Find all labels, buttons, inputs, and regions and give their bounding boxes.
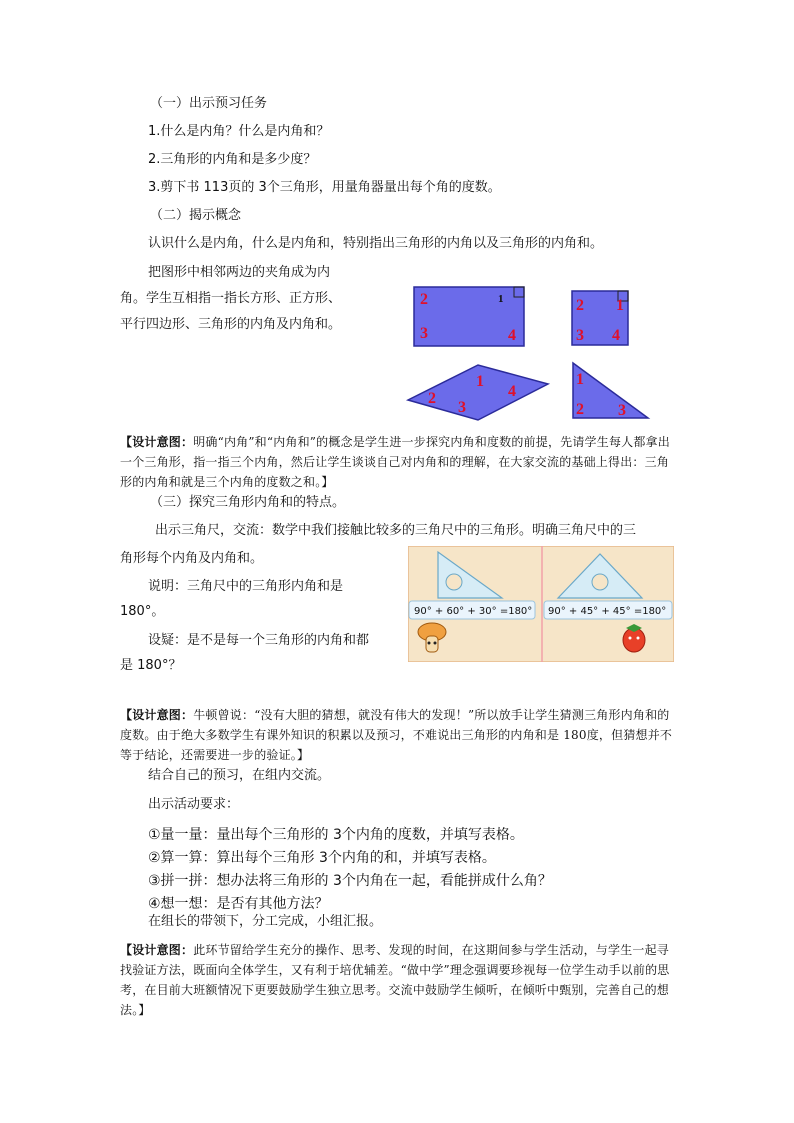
- rect-label-2: 2: [420, 291, 428, 308]
- angle-figure: [400, 280, 670, 430]
- triangle-label-3: 3: [618, 402, 626, 419]
- square-label-4: 4: [612, 327, 620, 344]
- rect-label-1: 1: [498, 293, 504, 305]
- section2-heading: （二）揭示概念: [150, 208, 242, 223]
- question-3: 3.剪下书 113页的 3个三角形，用量角器量出每个角的度数。: [148, 180, 501, 195]
- triangle-label-1: 1: [576, 371, 584, 388]
- design-intent-2-text: 牛顿曾说：“没有大胆的猜想，就没有伟大的发现！”所以放手让学生猜测三角形内角和的度数。由于绝大多数学生有课外知识的积累以及预习，不难说出三角形的内角和是 180度，但猜想并不等于结论，还需要进一步的验证。】: [120, 708, 673, 762]
- step-3: ③拼一拼：想办法将三角形的 3个内角在一起，看能拼成什么角？: [148, 873, 552, 889]
- rhombus-label-3: 3: [458, 399, 466, 416]
- design-intent-2-label: 【设计意图：: [120, 708, 194, 722]
- square-label-3: 3: [576, 327, 584, 344]
- section1-heading: （一）出示预习任务: [150, 96, 268, 111]
- step-2: ②算一算：算出每个三角形 3个内角的和，并填写表格。: [148, 850, 496, 866]
- question-line-1: 设疑：是不是每一个三角形的内角和都: [148, 633, 370, 648]
- question-2: 2.三角形的内角和是多少度？: [148, 152, 317, 167]
- question-line-2: 是 180°？: [120, 658, 182, 673]
- show-line-1: 出示三角尺，交流：数学中我们接触比较多的三角尺中的三角形。明确三角尺中的三: [155, 523, 637, 538]
- rect-label-3: 3: [420, 325, 428, 342]
- rhombus-label-1: 1: [476, 373, 484, 390]
- square-label-2: 2: [576, 297, 584, 314]
- activity-requirement: 出示活动要求：: [148, 797, 240, 812]
- ruler-equation-1: 90° + 60° + 30° =180°: [414, 606, 533, 617]
- step-1: ①量一量：量出每个三角形的 3个内角的度数，并填写表格。: [148, 827, 524, 843]
- explain-line-1: 说明：三角尺中的三角形内角和是: [148, 579, 344, 594]
- concept-intro: 认识什么是内角，什么是内角和，特别指出三角形的内角以及三角形的内角和。: [148, 236, 604, 251]
- section3-heading: （三）探究三角形内角和的特点。: [150, 495, 346, 510]
- show-line-2: 角形每个内角及内角和。: [120, 551, 264, 566]
- rhombus-label-2: 2: [428, 390, 436, 407]
- group-report: 在组长的带领下，分工完成，小组汇报。: [148, 914, 383, 929]
- triangle-shape: [573, 363, 648, 418]
- design-intent-2: [120, 705, 680, 765]
- design-intent-1-label: 【设计意图：: [120, 435, 194, 449]
- design-intent-1-text: 明确“内角”和“内角和”的概念是学生进一步探究内角和度数的前提，先请学生每人都拿出一个三角形，指一指三个内角，然后让学生谈谈自己对内角和的理解，在大家交流的基础上得出：三角形的内角和就是三个内角的度数之和。】: [120, 435, 670, 489]
- definition-line-1: 把图形中相邻两边的夹角成为内: [148, 265, 331, 280]
- definition-line-2: 角。学生互相指一指长方形、正方形、: [120, 291, 342, 306]
- design-intent-3: [120, 940, 680, 1020]
- ruler-equation-2: 90° + 45° + 45° =180°: [548, 606, 667, 617]
- design-intent-1: [120, 432, 680, 492]
- rhombus-label-4: 4: [508, 383, 516, 400]
- triangle-label-2: 2: [576, 401, 584, 418]
- set-square-image: [408, 546, 674, 662]
- definition-line-3: 平行四边形、三角形的内角及内角和。: [120, 317, 342, 332]
- square-label-1: 1: [616, 297, 624, 314]
- step-4: ④想一想：是否有其他方法？: [148, 896, 329, 912]
- rect-label-4: 4: [508, 327, 516, 344]
- design-intent-3-label: 【设计意图：: [120, 943, 194, 957]
- design-intent-3-text: 此环节留给学生充分的操作、思考、发现的时间，在这期间参与学生活动，与学生一起寻找验证方法，既面向全体学生，又有利于培优辅差。“做中学”理念强调要珍视每一位学生动手以前的思考，在目前大班额情况下更要鼓励学生独立思考。交流中鼓励学生倾听，在倾听中甄别，完善自己的想法。】: [120, 943, 670, 1017]
- group-exchange: 结合自己的预习，在组内交流。: [148, 768, 331, 783]
- question-1: 1.什么是内角？什么是内角和？: [148, 124, 330, 139]
- explain-line-2: 180°。: [120, 604, 165, 619]
